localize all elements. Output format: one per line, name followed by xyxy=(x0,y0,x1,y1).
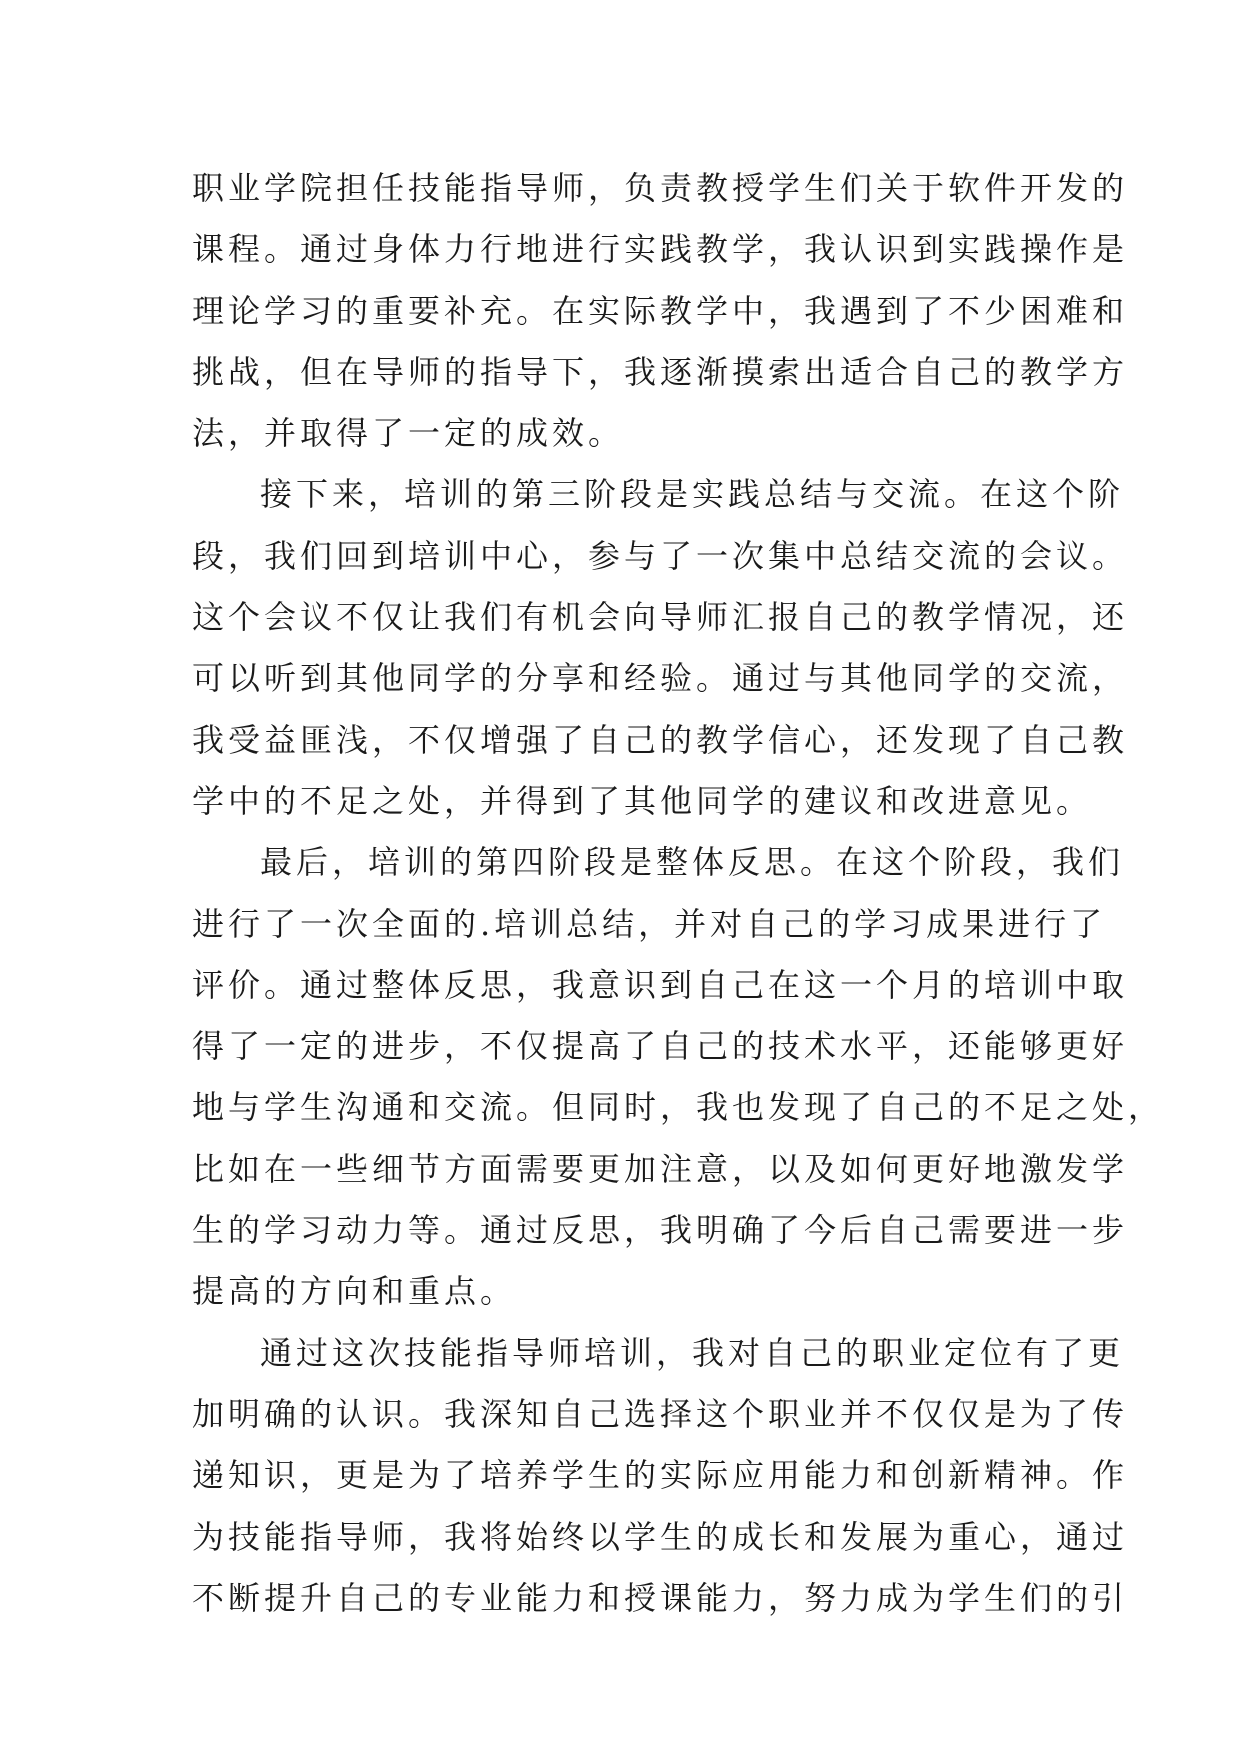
paragraph-first-line: 最后，培训的第四阶段是整体反思。在这个阶段，我们 xyxy=(260,843,1125,882)
paragraph-first-line: 通过这次技能指导师培训，我对自己的职业定位有了更 xyxy=(260,1333,1125,1372)
text-line: 评价。通过整体反思，我意识到自己在这一个月的培训中取 xyxy=(192,965,1129,1004)
text-line: 理论学习的重要补充。在实际教学中，我遇到了不少困难和 xyxy=(192,291,1129,330)
text-line: 我受益匪浅，不仅增强了自己的教学信心，还发现了自己教 xyxy=(192,720,1129,759)
text-line: 加明确的认识。我深知自己选择这个职业并不仅仅是为了传 xyxy=(192,1394,1129,1433)
text-line: 得了一定的进步，不仅提高了自己的技术水平，还能够更好 xyxy=(192,1027,1129,1066)
text-line: 不断提升自己的专业能力和授课能力，努力成为学生们的引 xyxy=(192,1578,1129,1617)
text-line: 职业学院担任技能指导师，负责教授学生们关于软件开发的 xyxy=(192,169,1129,207)
text-line: 生的学习动力等。通过反思，我明确了今后自己需要进一步 xyxy=(192,1211,1129,1250)
text-line: 提高的方向和重点。 xyxy=(192,1272,517,1311)
text-line: 地与学生沟通和交流。但同时，我也发现了自己的不足之处， xyxy=(192,1088,1165,1127)
text-line: 学中的不足之处，并得到了其他同学的建议和改进意见。 xyxy=(192,781,1093,820)
text-line: 段，我们回到培训中心，参与了一次集中总结交流的会议。 xyxy=(192,536,1129,575)
paragraph-first-line: 接下来，培训的第三阶段是实践总结与交流。在这个阶 xyxy=(260,475,1125,514)
text-line: 课程。通过身体力行地进行实践教学，我认识到实践操作是 xyxy=(192,230,1129,269)
text-line: 为技能指导师，我将始终以学生的成长和发展为重心，通过 xyxy=(192,1517,1129,1556)
text-line: 进行了一次全面的.培训总结，并对自己的学习成果进行了 xyxy=(192,904,1107,943)
text-line: 法，并取得了一定的成效。 xyxy=(192,414,625,453)
text-line: 这个会议不仅让我们有机会向导师汇报自己的教学情况，还 xyxy=(192,598,1129,637)
text-line: 递知识，更是为了培养学生的实际应用能力和创新精神。作 xyxy=(192,1456,1129,1495)
text-line: 挑战，但在导师的指导下，我逐渐摸索出适合自己的教学方 xyxy=(192,352,1129,391)
text-line: 可以听到其他同学的分享和经验。通过与其他同学的交流， xyxy=(192,659,1129,698)
text-line: 比如在一些细节方面需要更加注意，以及如何更好地激发学 xyxy=(192,1149,1129,1188)
document-body xyxy=(192,158,1165,1629)
